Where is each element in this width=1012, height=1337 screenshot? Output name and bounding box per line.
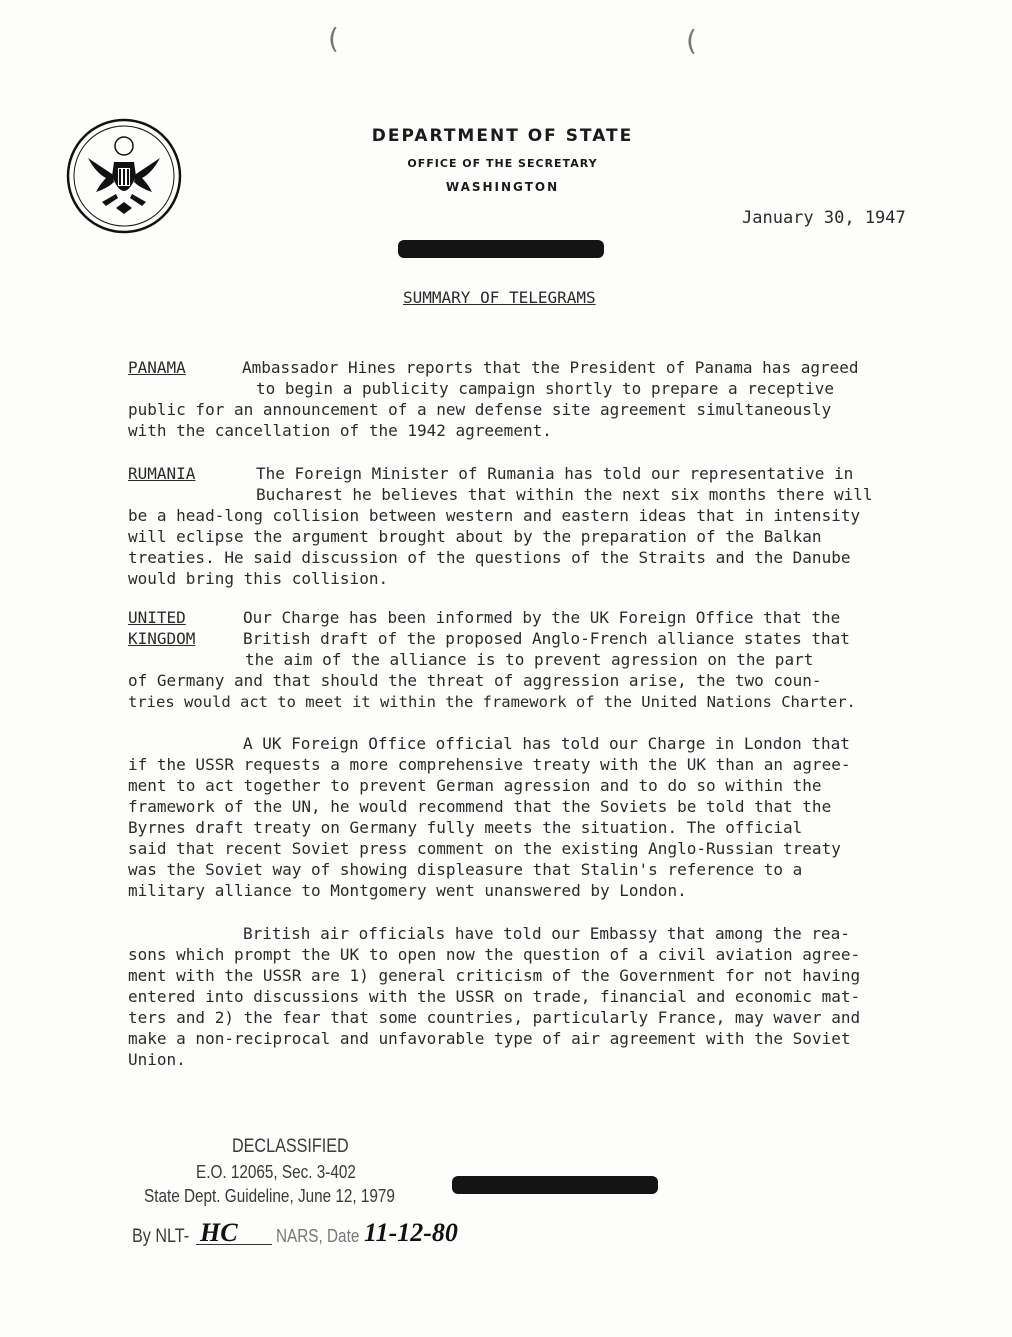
uk-line-5: tries would act to meet it within the framework of the United Nations Charter. [128,693,856,711]
bottom-classification-redaction [452,1176,658,1194]
uk-line-3: the aim of the alliance is to prevent agression on the part [245,650,814,669]
panama-line-1: Ambassador Hines reports that the President of Panama has agreed [242,358,859,377]
uk-line-1: Our Charge has been informed by the UK Foreign Office that the [243,608,841,627]
rumania-line-4: will eclipse the argument brought about by the preparation of the Balkan [128,527,822,546]
handwritten-initials: HC [200,1218,238,1247]
state-department-seal-icon [66,118,182,234]
panama-line-3: public for an announcement of a new defense site agreement simultaneously [128,400,832,419]
panama-line-2: to begin a publicity campaign shortly to prepare a receptive [256,379,834,398]
section-label-uk-1: UNITED [128,608,186,627]
document-title: SUMMARY OF TELEGRAMS [403,288,596,307]
uk-p3-line-5: ters and 2) the fear that some countries, particularly France, may waver and [128,1008,861,1027]
uk-p2-line-1: A UK Foreign Office official has told our Charge in London that [243,734,850,753]
uk-p2-line-2: if the USSR requests a more comprehensive treaty with the UK than an agree- [128,755,851,774]
handwritten-date: 11-12-80 [364,1218,458,1247]
panama-line-4: with the cancellation of the 1942 agreement. [128,421,552,440]
uk-p2-line-6: said that recent Soviet press comment on the existing Anglo-Russian treaty [128,839,841,858]
document-date: January 30, 1947 [742,208,906,228]
uk-p2-line-7: was the Soviet way of showing displeasure that Stalin's reference to a [128,860,803,879]
uk-p3-line-4: entered into discussions with the USSR on trade, financial and economic mat- [128,987,861,1006]
letterhead-department: DEPARTMENT OF STATE [371,126,634,146]
signature-underline [196,1244,272,1245]
declassified-eo: E.O. 12065, Sec. 3-402 [196,1162,356,1182]
uk-line-2: British draft of the proposed Anglo-French alliance states that [243,629,850,648]
uk-p2-line-3: ment to act together to prevent German agression and to do so within the [128,776,822,795]
rumania-line-1: The Foreign Minister of Rumania has told our representative in [256,464,854,483]
rumania-line-6: would bring this collision. [128,569,389,588]
uk-p3-line-6: make a non-reciprocal and unfavorable type of air agreement with the Soviet [128,1029,851,1048]
punch-mark: ( [686,24,697,57]
declassified-guideline: State Dept. Guideline, June 12, 1979 [144,1186,395,1206]
rumania-line-2: Bucharest he believes that within the next six months there will [256,485,873,504]
declassified-heading: DECLASSIFIED [232,1136,349,1157]
declassified-nars-date-prefix: NARS, Date [276,1226,360,1246]
letterhead-office: OFFICE OF THE SECRETARY [407,157,598,170]
uk-p2-line-5: Byrnes draft treaty on Germany fully meets the situation. The official [128,818,803,837]
rumania-line-5: treaties. He said discussion of the questions of the Straits and the Danube [128,548,851,567]
uk-p3-line-2: sons which prompt the UK to open now the question of a civil aviation agree- [128,945,861,964]
letterhead-city: WASHINGTON [445,180,560,194]
punch-mark: ( [328,22,339,55]
uk-p3-line-1: British air officials have told our Embassy that among the rea- [243,924,850,943]
rumania-line-3: be a head-long collision between western and eastern ideas that in intensity [128,506,861,525]
section-label-panama: PANAMA [128,358,186,377]
section-label-uk-2: KINGDOM [128,629,196,648]
uk-p3-line-7: Union. [128,1050,186,1069]
top-classification-redaction [398,240,604,258]
section-label-rumania: RUMANIA [128,464,196,483]
uk-line-4: of Germany and that should the threat of aggression arise, the two coun- [128,671,822,690]
uk-p2-line-8: military alliance to Montgomery went unanswered by London. [128,881,687,900]
uk-p2-line-4: framework of the UN, he would recommend that the Soviets be told that the [128,797,832,816]
uk-p3-line-3: ment with the USSR are 1) general criticism of the Government for not having [128,966,861,985]
declassified-by-prefix: By NLT- [132,1226,190,1247]
